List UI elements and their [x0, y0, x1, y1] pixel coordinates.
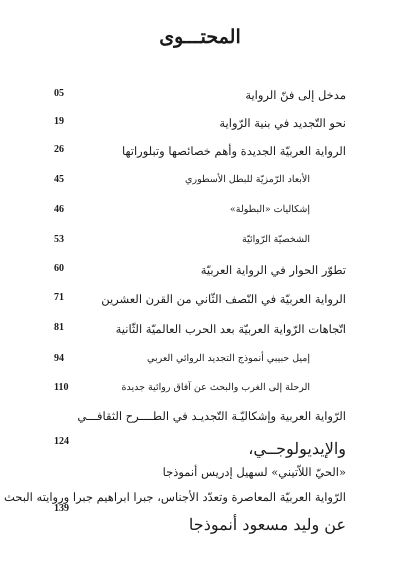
toc-entry-title: إميل حبيبي أنموذج التجديد الروائي العربي: [147, 353, 310, 364]
toc-page-number: 05: [54, 88, 64, 99]
toc-entry-title: الأبعاد الرّمزيّة للبطل الأسطوري: [185, 174, 310, 185]
toc-entry-title: الرواية العربيّة الجديدة وأهم خصائصها وتبلوراتها: [121, 144, 346, 158]
toc-entry-title: الرحلة إلى الغرب والبحث عن آفاق روائية جديدة: [121, 382, 310, 393]
toc-page-number: 19: [54, 116, 64, 127]
toc-page-number: 26: [54, 144, 64, 155]
toc-page-number: 46: [54, 204, 64, 215]
page-title: المحتـــوى: [159, 26, 241, 48]
toc-entry[interactable]: [0, 490, 400, 538]
toc-page-number: 110: [54, 382, 69, 393]
toc-entry-title: «الحيّ اللاّتيني» لسهيل إدريس أنموذجا: [162, 465, 346, 479]
toc-entry-title: تطوّر الحوار في الرواية العربيّة: [200, 263, 346, 277]
toc-page-number: 94: [54, 353, 64, 364]
toc-entry-title: الرّواية العربيّة المعاصرة وتعدّد الأجناس، جبرا ابراهيم جبرا وروايته البحث: [3, 490, 346, 504]
toc-entry-title: الشخصيّة الرّوائيّة: [242, 234, 310, 245]
toc-page-number: 45: [54, 174, 64, 185]
toc-page-number: 71: [54, 292, 64, 303]
toc-entry-title-continued: عن وليد مسعود أنموذجا: [188, 515, 346, 534]
toc-entry-title: نحو التّجديد في بنية الرّواية: [219, 116, 346, 130]
toc-page-number: 60: [54, 263, 64, 274]
toc-entry-title: الرواية العربيّة في النّصف الثّاني من القرن العشرين: [101, 292, 346, 306]
toc-page-number: 139: [54, 503, 69, 514]
toc-entry-title: اتّجاهات الرّواية العربيّة بعد الحرب العالميّة الثّانية: [115, 322, 346, 336]
toc-entry-title: إشكاليات «البطولة»: [229, 204, 310, 215]
toc-page-number: 81: [54, 322, 64, 333]
toc-entry-title: مدخل إلى فنّ الرواية: [245, 88, 346, 102]
toc-entry-title: الرّواية العربية وإشكاليّـة التّجديـد في الطــــرح الثقافـــي: [77, 409, 346, 423]
toc-entry[interactable]: [0, 409, 400, 465]
toc-entry-title-continued: والإيديولوجــي،: [248, 439, 346, 458]
toc-page-number: 53: [54, 234, 64, 245]
toc-page-number: 124: [54, 436, 69, 447]
